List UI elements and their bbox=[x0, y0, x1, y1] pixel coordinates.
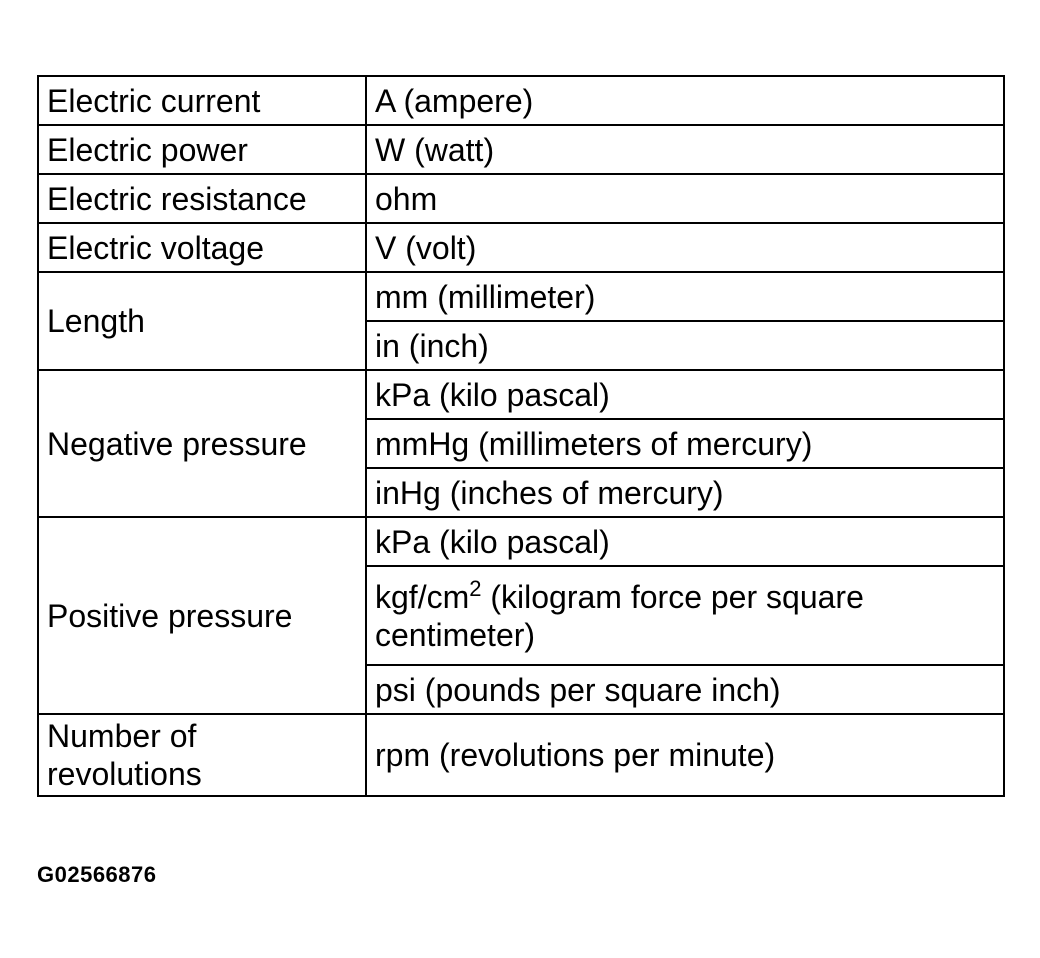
table-row bbox=[38, 370, 1004, 419]
unit-cell: A (ampere) bbox=[366, 76, 1004, 125]
unit-cell: ohm bbox=[366, 174, 1004, 223]
quantity-cell: Length bbox=[38, 272, 366, 370]
figure-code: G02566876 bbox=[37, 862, 157, 887]
units-table bbox=[37, 75, 1005, 797]
unit-text: (kilogram force per square centimeter) bbox=[375, 578, 864, 653]
unit-cell: W (watt) bbox=[366, 125, 1004, 174]
quantity-cell: Positive pressure bbox=[38, 517, 366, 714]
table-row bbox=[38, 223, 1004, 272]
quantity-cell: Electric power bbox=[38, 125, 366, 174]
table-row bbox=[38, 125, 1004, 174]
unit-cell: rpm (revolutions per minute) bbox=[366, 714, 1004, 796]
unit-cell: mmHg (millimeters of mercury) bbox=[366, 419, 1004, 468]
table-row bbox=[38, 272, 1004, 321]
unit-cell: in (inch) bbox=[366, 321, 1004, 370]
quantity-cell: Number of revolutions bbox=[38, 714, 366, 796]
unit-text: kgf/cm bbox=[375, 578, 470, 615]
quantity-cell: Electric voltage bbox=[38, 223, 366, 272]
unit-cell: inHg (inches of mercury) bbox=[366, 468, 1004, 517]
table-row bbox=[38, 174, 1004, 223]
unit-cell: psi (pounds per square inch) bbox=[366, 665, 1004, 714]
quantity-cell: Negative pressure bbox=[38, 370, 366, 517]
unit-cell: kPa (kilo pascal) bbox=[366, 370, 1004, 419]
unit-cell: kPa (kilo pascal) bbox=[366, 517, 1004, 566]
unit-cell: V (volt) bbox=[366, 223, 1004, 272]
superscript-2: 2 bbox=[469, 575, 482, 601]
unit-cell bbox=[366, 566, 1004, 665]
table-row bbox=[38, 517, 1004, 566]
quantity-cell: Electric current bbox=[38, 76, 366, 125]
unit-cell: mm (millimeter) bbox=[366, 272, 1004, 321]
table-row bbox=[38, 76, 1004, 125]
quantity-cell: Electric resistance bbox=[38, 174, 366, 223]
table-row bbox=[38, 714, 1004, 796]
